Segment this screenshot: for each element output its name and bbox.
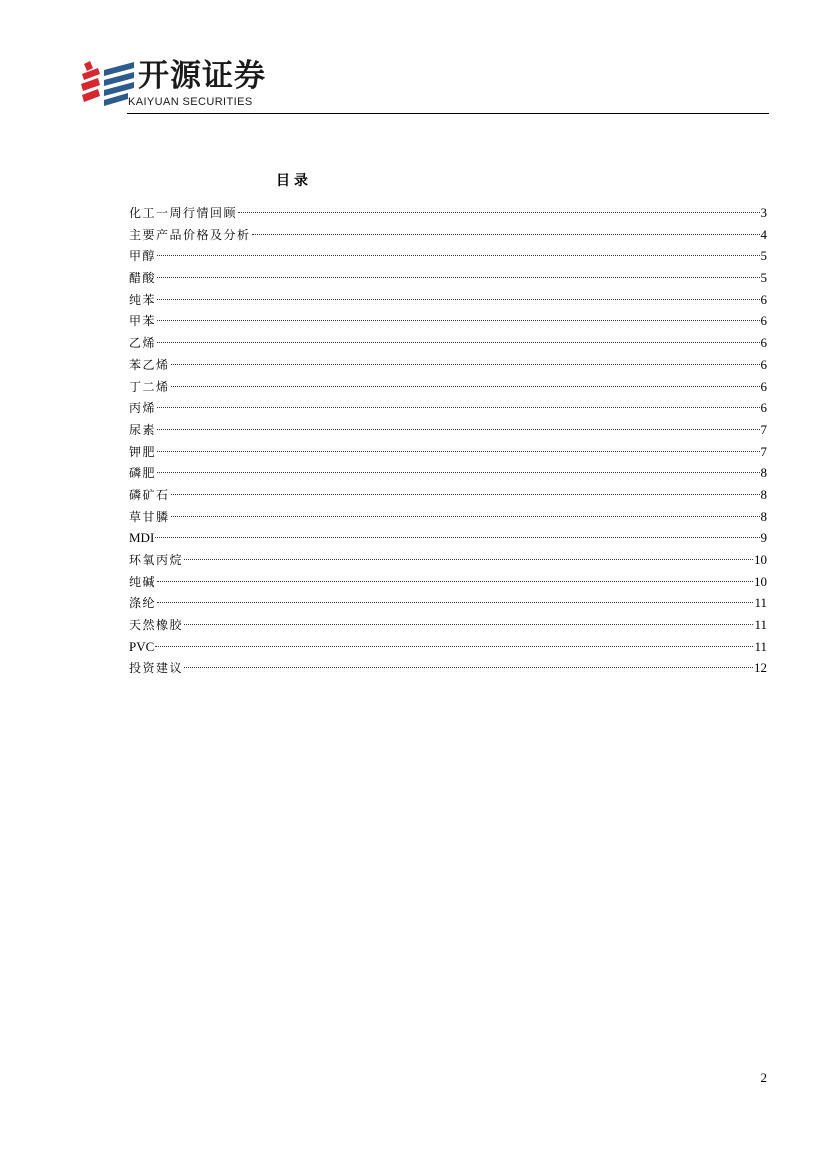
logo-chinese-name: 开源证券 <box>138 58 266 94</box>
toc-dot-leader <box>157 277 759 278</box>
toc-entry-page: 8 <box>760 486 767 502</box>
toc-entry-page: 6 <box>760 378 767 394</box>
toc-entry-page: 6 <box>760 356 767 372</box>
toc-title: 目录 <box>276 173 312 189</box>
toc-entry[interactable] <box>129 484 767 506</box>
toc-entry-label: 涤纶 <box>129 596 157 611</box>
toc-entry[interactable] <box>129 657 767 679</box>
table-of-contents <box>129 202 767 679</box>
toc-dot-leader <box>157 320 759 321</box>
toc-entry-label: 磷矿石 <box>129 487 170 502</box>
toc-entry-label: MDI <box>129 530 155 546</box>
toc-entry[interactable] <box>129 202 767 224</box>
toc-entry[interactable] <box>129 462 767 484</box>
toc-entry[interactable] <box>129 527 767 549</box>
toc-entry-label: 丁二烯 <box>129 379 170 394</box>
toc-entry-label: 主要产品价格及分析 <box>129 227 251 242</box>
toc-entry[interactable] <box>129 267 767 289</box>
toc-dot-leader <box>171 494 760 495</box>
toc-entry-page: 4 <box>760 226 767 242</box>
toc-entry[interactable] <box>129 397 767 419</box>
toc-entry-label: 纯碱 <box>129 574 157 589</box>
toc-dot-leader <box>252 234 760 235</box>
toc-entry-page: 7 <box>760 443 767 459</box>
toc-entry-label: 化工一周行情回顾 <box>129 206 238 220</box>
header-divider <box>127 113 769 114</box>
toc-entry-label: 甲醇 <box>129 249 157 264</box>
toc-dot-leader <box>184 624 753 625</box>
toc-entry-label: 尿素 <box>129 422 157 437</box>
toc-dot-leader <box>157 299 759 300</box>
toc-entry[interactable] <box>129 419 767 441</box>
toc-entry[interactable] <box>129 245 767 267</box>
toc-dot-leader <box>157 342 759 343</box>
toc-entry-page: 7 <box>760 421 767 437</box>
toc-entry-page: 6 <box>760 335 767 351</box>
toc-entry-page: 12 <box>754 660 767 676</box>
kaiyuan-logo <box>80 58 340 112</box>
toc-dot-leader <box>157 429 759 430</box>
toc-dot-leader <box>157 602 753 603</box>
toc-entry-page: 11 <box>754 617 767 633</box>
toc-entry[interactable] <box>129 224 767 246</box>
toc-entry-page: 3 <box>760 205 767 220</box>
toc-entry[interactable] <box>129 506 767 528</box>
toc-entry-page: 5 <box>760 248 767 264</box>
page-number: 2 <box>760 1070 767 1085</box>
toc-entry-label: 投资建议 <box>129 661 184 676</box>
toc-entry[interactable] <box>129 310 767 332</box>
toc-dot-leader <box>184 667 753 668</box>
toc-entry-page: 8 <box>760 508 767 524</box>
toc-entry[interactable] <box>129 332 767 354</box>
toc-entry-label: 草甘膦 <box>129 509 170 524</box>
toc-entry-label: 乙烯 <box>129 336 157 351</box>
toc-entry-label: 环氧丙烷 <box>129 553 184 567</box>
toc-dot-leader <box>155 537 759 538</box>
toc-entry-label: 钾肥 <box>129 444 157 459</box>
toc-entry-label: 天然橡胶 <box>129 618 184 633</box>
toc-dot-leader <box>157 451 759 452</box>
toc-entry-page: 10 <box>754 552 767 567</box>
toc-entry[interactable] <box>129 376 767 398</box>
toc-entry-label: 甲苯 <box>129 314 157 329</box>
toc-entry-label: 醋酸 <box>129 271 157 286</box>
toc-entry-label: PVC <box>129 638 155 654</box>
toc-entry-page: 10 <box>754 573 767 589</box>
toc-entry[interactable] <box>129 549 767 571</box>
toc-dot-leader <box>238 212 759 213</box>
toc-dot-leader <box>157 407 759 408</box>
toc-entry[interactable] <box>129 354 767 376</box>
toc-dot-leader <box>155 646 753 647</box>
toc-dot-leader <box>171 386 760 387</box>
toc-entry-page: 6 <box>760 291 767 307</box>
toc-dot-leader <box>171 516 760 517</box>
toc-entry[interactable] <box>129 571 767 593</box>
toc-entry-page: 11 <box>754 638 767 654</box>
toc-entry-label: 丙烯 <box>129 401 157 416</box>
toc-entry[interactable] <box>129 441 767 463</box>
toc-entry[interactable] <box>129 636 767 658</box>
toc-entry-page: 6 <box>760 400 767 416</box>
toc-dot-leader <box>171 364 760 365</box>
toc-entry-label: 纯苯 <box>129 292 157 307</box>
toc-entry[interactable] <box>129 592 767 614</box>
page-header <box>80 58 769 114</box>
toc-dot-leader <box>157 255 759 256</box>
toc-entry-label: 苯乙烯 <box>129 357 170 372</box>
toc-entry-page: 11 <box>754 595 767 611</box>
logo-english-name: KAIYUAN SECURITIES <box>128 96 253 108</box>
toc-entry[interactable] <box>129 289 767 311</box>
toc-dot-leader <box>157 581 753 582</box>
toc-entry-label: 磷肥 <box>129 466 157 481</box>
toc-entry-page: 6 <box>760 313 767 329</box>
toc-entry-page: 5 <box>760 270 767 286</box>
toc-entry-page: 8 <box>760 465 767 481</box>
toc-entry-page: 9 <box>760 530 767 546</box>
toc-entry[interactable] <box>129 614 767 636</box>
toc-dot-leader <box>184 559 753 560</box>
toc-dot-leader <box>157 472 759 473</box>
